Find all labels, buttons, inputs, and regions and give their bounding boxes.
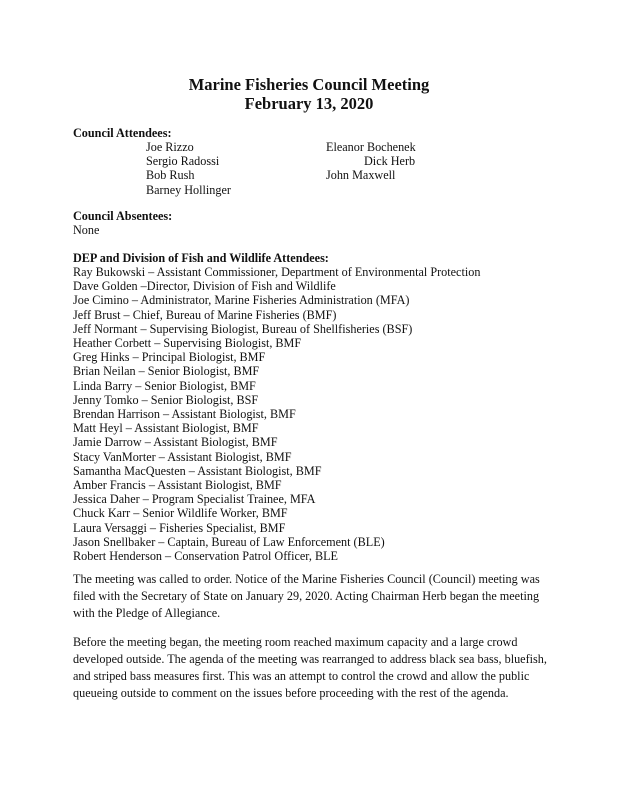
council-attendee: Barney Hollinger (146, 182, 231, 197)
dep-attendee: Brian Neilan – Senior Biologist, BMF (73, 364, 260, 379)
dep-attendee: Jeff Brust – Chief, Bureau of Marine Fisheries (BMF) (73, 307, 337, 322)
council-absentees-value: None (73, 223, 100, 237)
council-attendee: Joe Rizzo (146, 140, 194, 154)
dep-attendee: Jenny Tomko – Senior Biologist, BSF (73, 392, 259, 407)
dep-attendee: Jason Snellbaker – Captain, Bureau of Law Enforcement (BLE) (73, 534, 385, 549)
dep-attendees-heading: DEP and Division of Fish and Wildlife Attendees: (73, 251, 329, 265)
dep-attendee: Jeff Normant – Supervising Biologist, Bureau of Shellfisheries (BSF) (73, 321, 413, 336)
council-attendee: Dick Herb (364, 154, 416, 169)
council-attendees-column-2 (326, 140, 416, 183)
dep-attendee: Heather Corbett – Supervising Biologist, BMF (73, 336, 302, 351)
dep-attendee: Joe Cimino – Administrator, Marine Fisheries Administration (MFA) (73, 293, 410, 308)
document-date: February 13, 2020 (244, 94, 374, 113)
dep-attendees-list (73, 265, 480, 563)
council-attendees-heading: Council Attendees: (73, 126, 172, 140)
dep-attendee: Jessica Daher – Program Specialist Trainee, MFA (73, 492, 316, 507)
council-attendee: Bob Rush (146, 168, 195, 183)
dep-attendee: Jamie Darrow – Assistant Biologist, BMF (73, 435, 278, 450)
council-attendee: Eleanor Bochenek (326, 140, 416, 154)
dep-attendee: Chuck Karr – Senior Wildlife Worker, BMF (73, 506, 288, 521)
dep-attendee: Robert Henderson – Conservation Patrol Officer, BLE (73, 549, 338, 564)
council-attendee: John Maxwell (326, 168, 396, 183)
paragraph-call-to-order: The meeting was called to order. Notice of the Marine Fisheries Council (Council) meeting was filed with the Secretary of State on January 29, 2020. Acting Chairman Herb began the meeting with the Pledge of Allegiance. (73, 572, 540, 620)
dep-attendee: Samantha MacQuesten – Assistant Biologist, BMF (73, 463, 322, 478)
dep-attendee: Linda Barry – Senior Biologist, BMF (73, 378, 256, 393)
paragraph-meeting-room: Before the meeting began, the meeting room reached maximum capacity and a large crowd developed outside. The agenda of the meeting was rearranged to address black sea bass, bluefish, and striped bass measures first. This was an attempt to control the crowd and allow the public queueing outside to comment on the issues before proceeding with the rest of the agenda. (73, 635, 547, 700)
dep-attendee: Dave Golden –Director, Division of Fish and Wildlife (73, 279, 336, 294)
dep-attendee: Greg Hinks – Principal Biologist, BMF (73, 350, 266, 365)
council-attendees-column-1 (146, 140, 231, 197)
dep-attendee: Brendan Harrison – Assistant Biologist, BMF (73, 407, 296, 422)
council-attendee: Sergio Radossi (146, 154, 220, 169)
dep-attendee: Laura Versaggi – Fisheries Specialist, BMF (73, 520, 286, 535)
council-absentees-heading: Council Absentees: (73, 209, 173, 223)
dep-attendee: Matt Heyl – Assistant Biologist, BMF (73, 421, 259, 436)
dep-attendee: Amber Francis – Assistant Biologist, BMF (73, 478, 282, 493)
document-title: Marine Fisheries Council Meeting (188, 75, 430, 94)
dep-attendee: Ray Bukowski – Assistant Commissioner, Department of Environmental Protection (73, 265, 481, 279)
dep-attendee: Stacy VanMorter – Assistant Biologist, BMF (73, 449, 292, 464)
